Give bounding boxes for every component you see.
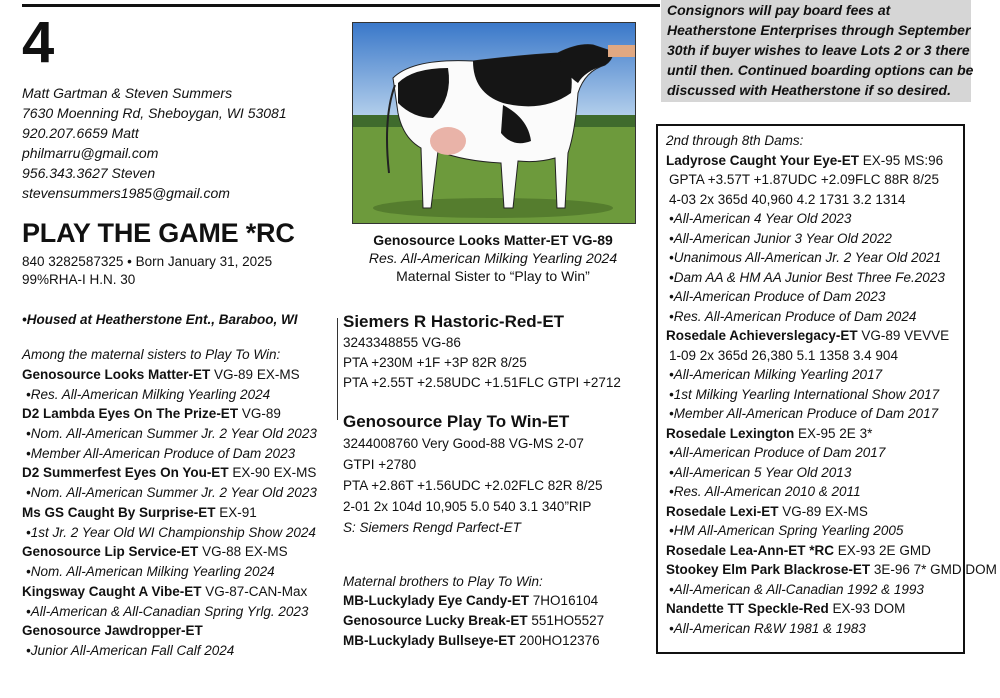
animal-id-block (22, 253, 272, 289)
sister-classification: VG-89 EX-MS (210, 366, 300, 382)
brother-code: 551HO5527 (527, 613, 605, 628)
dams-header: 2nd through 8th Dams: (666, 133, 804, 148)
photo-caption-note: Maternal Sister to “Play to Win” (396, 268, 590, 284)
consignor-note-line: 30th if buyer wishes to leave Lots 2 or 3 there (667, 42, 970, 58)
consignor-note-line: Heatherstone Enterprises through September (667, 22, 971, 38)
sire-hastoric-line: PTA +2.55T +2.58UDC +1.51FLC GTPI +2712 (343, 375, 621, 390)
sister-name (22, 404, 317, 424)
divider-line (337, 318, 338, 420)
maternal-brothers-list (343, 572, 604, 651)
sister-award: •Nom. All-American Summer Jr. 2 Year Old 2023 (26, 485, 317, 500)
dam-award: •All-American R&W 1981 & 1983 (669, 620, 866, 636)
sister-award: •Member All-American Produce of Dam 2023 (26, 445, 296, 461)
sister-classification: EX-91 (215, 504, 257, 520)
animal-breed-line: 99%RHA-I H.N. 30 (22, 272, 136, 287)
housed-note: •Housed at Heatherstone Ent., Baraboo, WI (22, 312, 298, 327)
sister-award: •1st Jr. 2 Year Old WI Championship Show 2024 (26, 524, 316, 540)
sire-hastoric-line: PTA +230M +1F +3P 82R 8/25 (343, 355, 527, 370)
dam-name-text: Rosedale Lexington (666, 425, 795, 441)
owner-block (22, 83, 287, 203)
owner-names: Matt Gartman & Steven Summers (22, 85, 233, 101)
dam-name (666, 599, 963, 619)
dam-award: •1st Milking Yearling International Show 2017 (669, 386, 940, 402)
dam-name-text: Nandette TT Speckle-Red (666, 601, 829, 616)
sister-name (22, 503, 317, 523)
dam-name (666, 541, 963, 561)
sister-name (22, 582, 317, 602)
sister-name (22, 542, 317, 562)
maternal-sisters-list (22, 345, 317, 661)
sister-name (22, 365, 317, 385)
dam-award: •All-American Junior 3 Year Old 2022 (669, 230, 892, 246)
consignor-note-line: discussed with Heatherstone if so desired. (667, 82, 951, 98)
photo-caption-award: Res. All-American Milking Yearling 2024 (368, 250, 618, 266)
sister-name-text: Genosource Lip Service-ET (22, 544, 199, 559)
cow-photo (352, 22, 636, 224)
sister-name-text: Genosource Jawdropper-ET (22, 623, 203, 638)
play-to-win-line: 2-01 2x 104d 10,905 5.0 540 3.1 340”RIP (343, 499, 592, 514)
consignor-note-line: until then. Continued boarding options can be (667, 62, 974, 78)
dam-name (666, 151, 963, 171)
sister-award: •Nom. All-American Summer Jr. 2 Year Old 2023 (26, 426, 317, 441)
brother-name: Genosource Lucky Break-ET (343, 613, 528, 628)
dam-record: GPTA +3.57T +1.87UDC +2.09FLC 88R 8/25 (669, 172, 940, 187)
animal-id-line: 840 3282587325 • Born January 31, 2025 (22, 254, 273, 269)
brother-code: 7HO16104 (529, 593, 599, 608)
dam-classification: EX-95 2E 3* (794, 425, 873, 441)
sister-name (22, 463, 317, 483)
brother-name: MB-Luckylady Bullseye-ET (343, 633, 516, 648)
dam-record: 1-09 2x 365d 26,380 5.1 1358 3.4 904 (669, 347, 898, 363)
sister-name (22, 621, 317, 641)
play-to-win-sire: S: Siemers Rengd Parfect-ET (343, 520, 521, 535)
dam-name-text: Rosedale Achieverslegacy-ET (666, 328, 858, 343)
dams-box (656, 124, 997, 654)
sister-award: •Res. All-American Milking Yearling 2024 (26, 386, 271, 402)
photo-caption-title: Genosource Looks Matter-ET VG-89 (373, 232, 613, 248)
dam-award: •All-American Milking Yearling 2017 (669, 367, 883, 382)
sister-classification: VG-88 EX-MS (198, 544, 288, 559)
sire-hastoric-name: Siemers R Hastoric-Red-ET (343, 312, 565, 331)
play-to-win-line: 3244008760 Very Good-88 VG-MS 2-07 (343, 436, 584, 451)
sister-name-text: Genosource Looks Matter-ET (22, 366, 211, 382)
brother-item (343, 611, 604, 631)
dam-award: •Res. All-American 2010 & 2011 (669, 484, 861, 499)
dam-classification: EX-93 DOM (828, 601, 906, 616)
dam-play-to-win (343, 411, 603, 538)
brother-code: 200HO12376 (515, 633, 600, 648)
lot-number: 4 (22, 10, 55, 75)
dam-award: •All-American Produce of Dam 2023 (669, 289, 886, 304)
dam-award: •Unanimous All-American Jr. 2 Year Old 2021 (669, 250, 942, 265)
play-to-win-line: PTA +2.86T +1.56UDC +2.02FLC 82R 8/25 (343, 478, 603, 493)
animal-name: PLAY THE GAME *RC (22, 218, 295, 248)
sister-classification: EX-90 EX-MS (228, 465, 317, 480)
brother-item (343, 631, 604, 651)
dam-name (666, 502, 963, 522)
sister-name-text: D2 Summerfest Eyes On You-ET (22, 465, 229, 480)
dam-record: 4-03 2x 365d 40,960 4.2 1731 3.2 1314 (669, 191, 906, 207)
sire-hastoric-line: 3243348855 VG-86 (343, 335, 461, 350)
consignor-note (661, 0, 974, 102)
dam-award: •All-American & All-Canadian 1992 & 1993 (669, 581, 924, 597)
cow-image (353, 23, 635, 223)
dam-award: •All-American 4 Year Old 2023 (669, 211, 852, 226)
dam-name-text: Stookey Elm Park Blackrose-ET (666, 562, 871, 577)
dam-award: •All-American Produce of Dam 2017 (669, 445, 886, 460)
sister-award: •All-American & All-Canadian Spring Yrlg. 2023 (26, 603, 309, 619)
owner-email-2: stevensummers1985@gmail.com (22, 185, 230, 201)
dam-award: •Dam AA & HM AA Junior Best Three Fe.2023 (669, 269, 945, 285)
sister-name-text: D2 Lambda Eyes On The Prize-ET (22, 406, 239, 421)
brother-item (343, 591, 604, 611)
dam-name (666, 424, 963, 444)
dam-classification: VG-89 VEVVE (857, 328, 950, 343)
play-to-win-line: GTPI +2780 (343, 457, 417, 472)
dam-award: •HM All-American Spring Yearling 2005 (669, 523, 904, 538)
dam-name-text: Rosedale Lea-Ann-ET *RC (666, 542, 835, 558)
brothers-header: Maternal brothers to Play To Win: (343, 574, 543, 589)
top-rule (22, 4, 660, 7)
sisters-header: Among the maternal sisters to Play To Win: (22, 347, 281, 362)
play-to-win-name: Genosource Play To Win-ET (343, 412, 570, 431)
dam-award: •All-American 5 Year Old 2013 (669, 464, 852, 480)
consignor-note-line: Consignors will pay board fees at (667, 2, 891, 18)
dam-classification: EX-93 2E GMD (834, 542, 931, 558)
dam-name (666, 560, 997, 580)
sister-name-text: Ms GS Caught By Surprise-ET (22, 504, 216, 520)
dam-award: •Res. All-American Produce of Dam 2024 (669, 308, 917, 324)
sister-award: •Nom. All-American Milking Yearling 2024 (26, 564, 275, 579)
sire-hastoric (343, 311, 621, 393)
dam-classification: VG-89 EX-MS (778, 503, 868, 519)
sister-classification: VG-87-CAN-Max (201, 583, 308, 599)
sister-name-text: Kingsway Caught A Vibe-ET (22, 583, 202, 599)
dam-classification: EX-95 MS:96 (859, 152, 944, 168)
owner-phone-2: 956.343.3627 Steven (22, 165, 156, 181)
sister-classification: VG-89 (238, 406, 281, 421)
dam-name (666, 326, 963, 346)
photo-caption (340, 231, 646, 285)
owner-email-1: philmarru@gmail.com (22, 145, 159, 161)
brother-name: MB-Luckylady Eye Candy-ET (343, 593, 530, 608)
dam-award: •Member All-American Produce of Dam 2017 (669, 406, 939, 421)
sister-award: •Junior All-American Fall Calf 2024 (26, 643, 235, 658)
owner-address: 7630 Moenning Rd, Sheboygan, WI 53081 (22, 105, 287, 121)
dam-name-text: Rosedale Lexi-ET (666, 503, 779, 519)
dam-classification: 3E-96 7* GMD DOM (870, 562, 997, 577)
owner-phone-1: 920.207.6659 Matt (22, 125, 139, 141)
dam-name-text: Ladyrose Caught Your Eye-ET (666, 152, 860, 168)
